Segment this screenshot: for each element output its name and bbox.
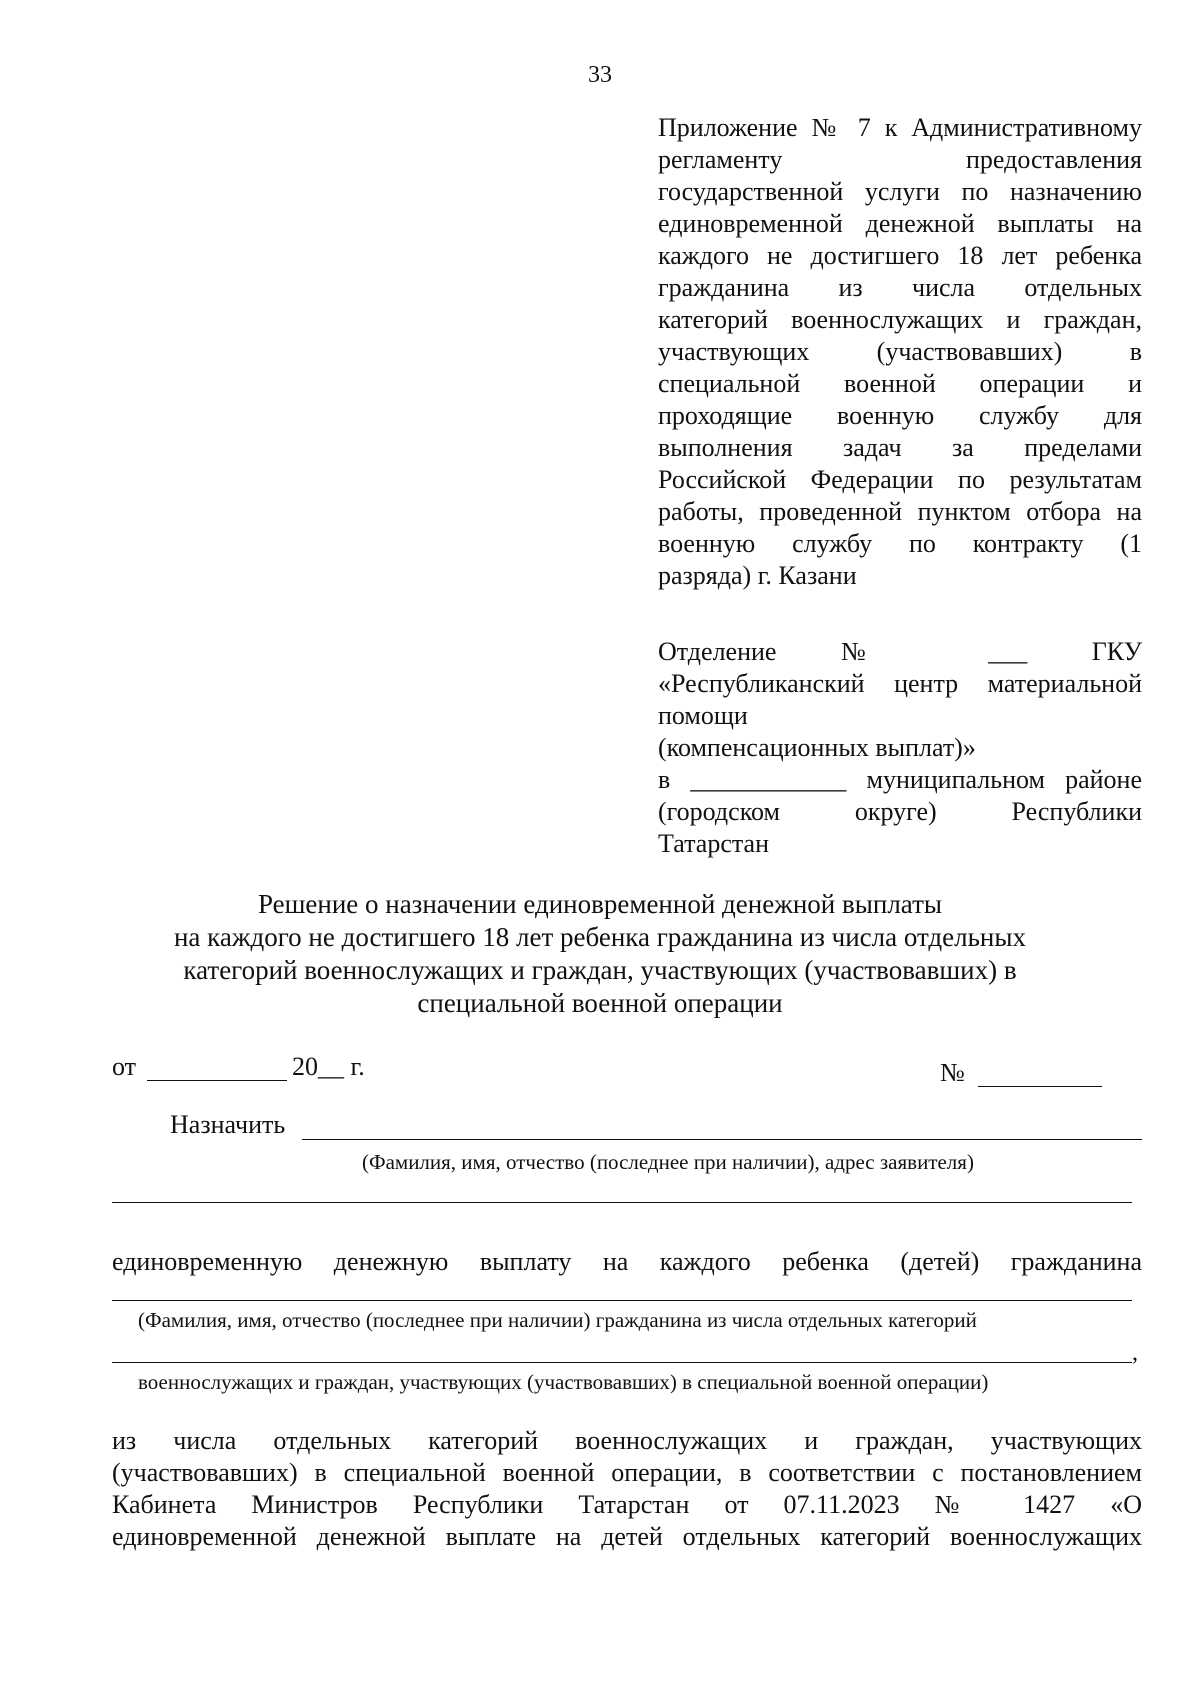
applicant-blank-2	[112, 1202, 1132, 1203]
citizen-blank	[112, 1300, 1132, 1301]
title-line: на каждого не достигшего 18 лет ребенка гражданина из числа отдельных	[173, 922, 1027, 952]
annex-line: единовременной денежной выплаты на	[658, 209, 1142, 238]
body-line: Кабинета Министров Республики Татарстан от 07.11.2023 № 1427 «О	[112, 1490, 1142, 1519]
annex-line: Российской Федерации по результатам	[658, 465, 1142, 494]
body-line: (участвовавших) в специальной военной операции, в соответствии с постановлением	[112, 1458, 1142, 1487]
title-line: специальной военной операции	[417, 988, 783, 1018]
annex-line: государственной услуги по назначению	[658, 177, 1142, 206]
comma: ,	[1132, 1340, 1138, 1366]
citizen-caption: (Фамилия, имя, отчество (последнее при наличии) гражданина из числа отдельных категорий	[138, 1308, 977, 1332]
date-year: 20__ г.	[292, 1052, 365, 1081]
department-line: помощи	[658, 701, 748, 730]
annex-line: гражданина из числа отдельных	[658, 273, 1142, 302]
annex-line: участвующих (участвовавших) в	[658, 337, 1142, 366]
number-blank	[978, 1086, 1102, 1087]
number-label: №	[940, 1058, 965, 1087]
annex-line: категорий военнослужащих и граждан,	[658, 305, 1142, 334]
department-line: «Республиканский центр материальной	[658, 669, 1142, 698]
date-prefix: от	[112, 1052, 137, 1081]
annex-line: военную службу по контракту (1	[658, 529, 1142, 558]
department-line: (городском округе) Республики	[658, 797, 1142, 826]
page-number: 33	[588, 62, 612, 88]
body-line: единовременной денежной выплате на детей отдельных категорий военнослужащих	[112, 1522, 1142, 1551]
department-line: Отделение № ___ ГКУ	[658, 637, 1142, 666]
department-block	[658, 636, 1142, 860]
category-caption: военнослужащих и граждан, участвующих (участвовавших) в специальной военной операции)	[138, 1370, 989, 1394]
decision-title	[0, 888, 1200, 1020]
annex-line: работы, проведенной пунктом отбора на	[658, 497, 1142, 526]
payment-line: единовременную денежную выплату на каждого ребенка (детей) гражданина	[112, 1247, 1142, 1276]
applicant-blank	[302, 1139, 1142, 1140]
body-paragraph	[112, 1425, 1142, 1553]
assign-label: Назначить	[170, 1110, 286, 1139]
annex-line: регламенту предоставления	[658, 145, 1142, 174]
title-line: категорий военнослужащих и граждан, участвующих (участвовавших) в	[183, 955, 1017, 985]
annex-header	[658, 112, 1142, 592]
annex-line: проходящие военную службу для	[658, 401, 1142, 430]
annex-line: специальной военной операции и	[658, 369, 1142, 398]
annex-line: каждого не достигшего 18 лет ребенка	[658, 241, 1142, 270]
department-line: в ____________ муниципальном районе	[658, 765, 1142, 794]
annex-line: разряда) г. Казани	[658, 561, 857, 590]
applicant-caption: (Фамилия, имя, отчество (последнее при наличии), адрес заявителя)	[362, 1150, 974, 1174]
annex-line: выполнения задач за пределами	[658, 433, 1142, 462]
title-line: Решение о назначении единовременной денежной выплаты	[257, 889, 943, 919]
body-line: из числа отдельных категорий военнослужащих и граждан, участвующих	[112, 1426, 1142, 1455]
annex-line: Приложение № 7 к Административному	[658, 113, 1142, 142]
date-blank	[147, 1080, 287, 1081]
department-line: (компенсационных выплат)»	[658, 733, 976, 762]
category-blank	[112, 1362, 1132, 1363]
department-line: Татарстан	[658, 829, 769, 858]
